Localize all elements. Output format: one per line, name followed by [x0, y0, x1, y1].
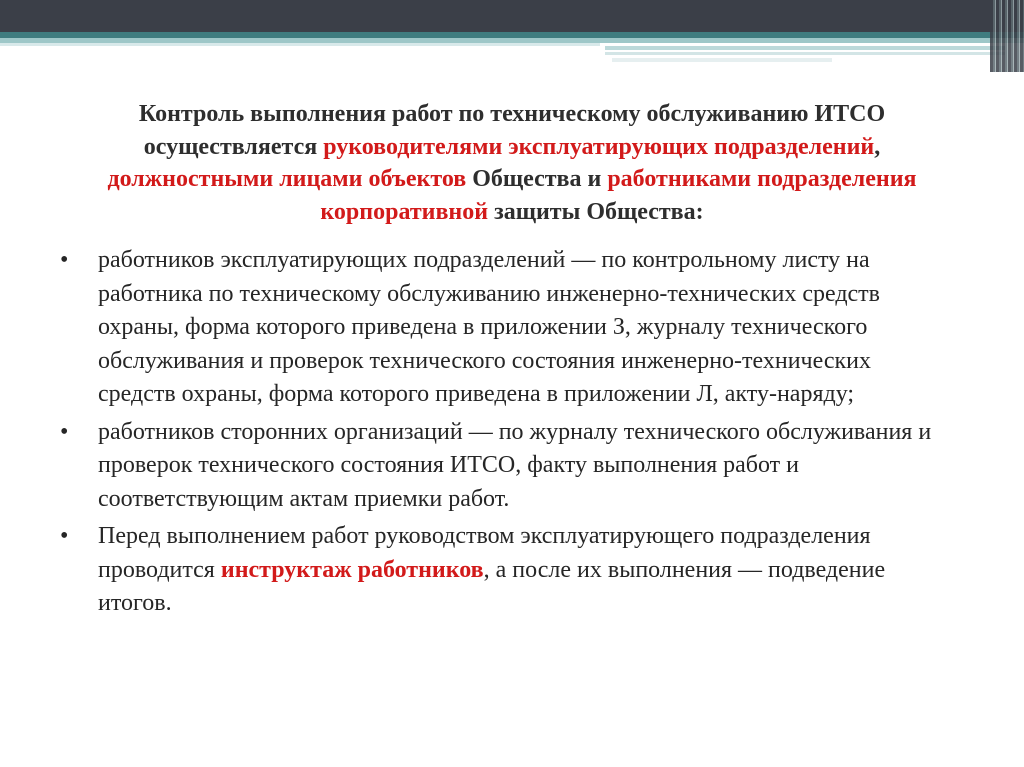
heading-text-4: защиты Общества: — [488, 198, 704, 225]
list-item — [60, 244, 940, 412]
bullet-text-2: работников сторонних организаций — по журналу технического обслуживания и проверок технического состояния ИТСО, факту выполнения работ и соответствующим актам приемки работ. — [98, 418, 932, 512]
heading-text-2: , — [874, 133, 881, 160]
bullet-icon: • — [60, 523, 69, 549]
list-item — [60, 416, 940, 517]
stripe-accent-1 — [605, 46, 1005, 50]
bullet-icon: • — [60, 418, 69, 445]
stripe-accent-2 — [605, 52, 1005, 55]
heading-highlight-3: работниками подразделения корпоративной — [320, 166, 917, 225]
header-band — [0, 0, 1024, 32]
header-edge-decoration — [990, 0, 1024, 72]
bullet-icon: • — [60, 247, 69, 273]
stripe-accent-3 — [612, 58, 832, 62]
slide-content — [0, 72, 1024, 767]
heading-highlight-2: должностными лицами объектов — [107, 166, 467, 192]
list-item — [60, 520, 940, 621]
slide-heading — [60, 98, 964, 228]
bullet-list — [60, 244, 940, 625]
heading-highlight-1: руководителями эксплуатирующих подразделений — [323, 133, 875, 160]
bullet-text-1: работников эксплуатирующих подразделений — по контрольному листу на работника по техническому обслуживанию инженерно-технических средств охраны, форма которого приведена в приложении З, журналу технического обслуживания и проверок технического состояния инженерно-технических средств охраны, форма которого приведена в приложении Л, акту-наряду; — [98, 247, 881, 407]
header-stripes — [0, 32, 1024, 72]
heading-text-1: Контроль выполнения работ по техническому обслуживанию ИТСО осуществляется — [138, 101, 886, 160]
bullet-highlight: инструктаж работников — [220, 556, 484, 583]
stripe-pale — [0, 43, 600, 46]
bullet-text-3-before: Перед выполнением работ руководством эксплуатирующего подразделения проводится — [98, 523, 871, 583]
bullet-text-3-after: , а после их выполнения — подведение итогов. — [98, 556, 886, 616]
heading-text-3: Общества и — [466, 166, 608, 192]
